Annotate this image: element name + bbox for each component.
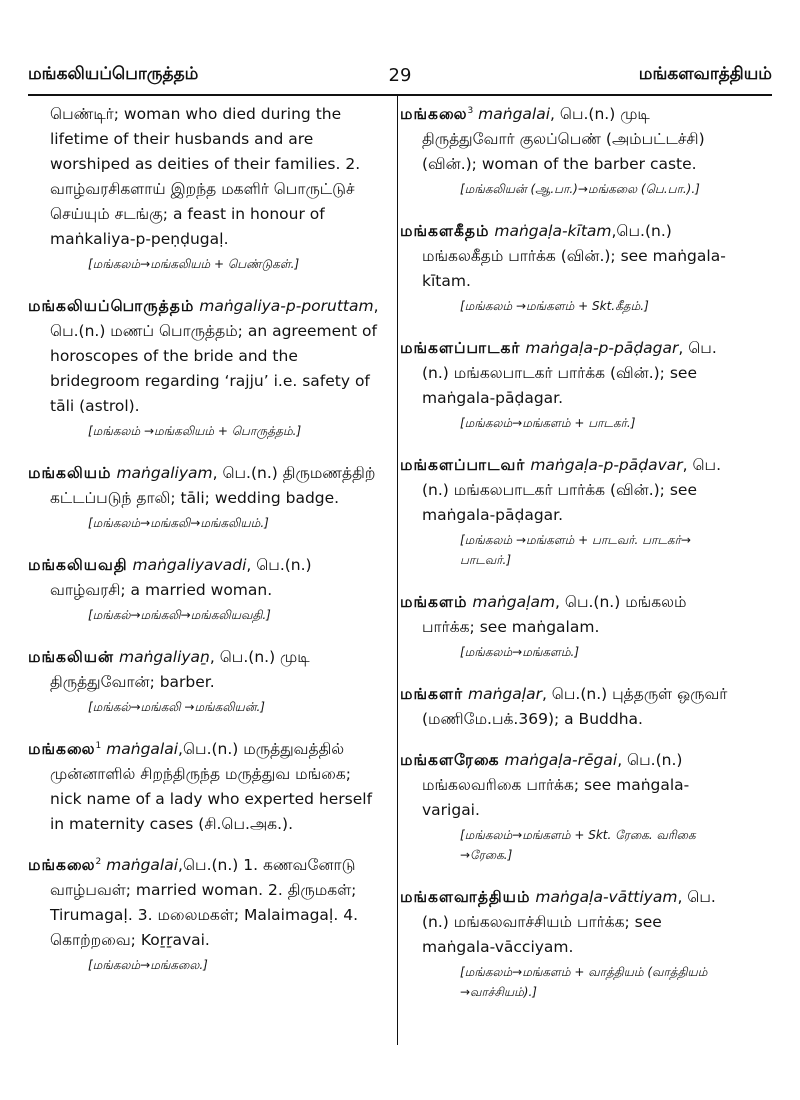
dictionary-entry	[28, 294, 383, 441]
entry-definition: , பெ.(n.) மணப் பொருத்தம்; an agreement of horoscopes of the bride and the bridegroom regarding ‘rajju’ i.e. safety of tāli (astrol).	[50, 297, 379, 415]
entry-etymology: [மங்கலம்→மங்கலை.]	[88, 958, 208, 972]
entry-definition: , பெ.(n.) முடி திருத்துவோன்; barber.	[50, 648, 310, 691]
entry-headword: மங்களவாத்தியம்	[400, 888, 531, 906]
entry-etymology: [மங்கலம் →மங்களம் + Skt.கீதம்.]	[460, 299, 649, 313]
running-header	[28, 58, 772, 92]
entry-definition: , பெ.(n.) வாழ்வரசி; a married woman.	[50, 556, 312, 599]
entry-definition: ,பெ.(n.) மருத்துவத்தில் முன்னாளில் சிறந்திருந்த மருத்துவ மங்கை; nick name of a lady who experted herself in maternity cases (சி.பெ.அக.).	[50, 740, 373, 833]
entry-text	[400, 102, 738, 177]
header-rule	[28, 94, 772, 96]
entry-transliteration: maṅgaliya-p-poruttam	[199, 297, 374, 315]
entry-transliteration: maṅgaliyam	[116, 464, 213, 482]
entry-definition: ,பெ.(n.) மங்கலகீதம் பார்க்க (வின்.); see maṅgala-kītam.	[422, 222, 726, 290]
dictionary-entry	[400, 885, 738, 1002]
entry-definition: , பெ.(n.) மங்கலம் பார்க்க; see maṅgalam.	[422, 593, 687, 636]
entry-transliteration: maṅgaḷa-p-pāḍavar	[530, 456, 683, 474]
entry-transliteration: maṅgaliyaṉ	[119, 648, 210, 666]
dictionary-entry	[400, 102, 738, 199]
entry-definition: , பெ.(n.) திருமணத்திற் கட்டப்படுந் தாலி; tāli; wedding badge.	[50, 464, 376, 507]
dictionary-entry	[400, 682, 738, 732]
dictionary-entry	[400, 219, 738, 316]
column-divider	[397, 96, 398, 1045]
entry-transliteration: maṅgalai	[106, 856, 179, 874]
entry-etymology: [மங்கல்→மங்கலி→மங்கலியவதி.]	[88, 608, 271, 622]
entry-transliteration: maṅgaḷar	[468, 685, 542, 703]
dictionary-entry	[28, 553, 383, 625]
homonym-number: 3	[467, 105, 474, 116]
right-column	[400, 102, 738, 1022]
entry-definition: , பெ.(n.) மங்கலவரிகை பார்க்க; see maṅgala-varigai.	[422, 751, 690, 819]
entry-transliteration: maṅgaḷa-p-pāḍagar	[525, 339, 679, 357]
entry-transliteration: maṅgalai	[106, 740, 179, 758]
entry-transliteration: maṅgaliyavadi	[132, 556, 247, 574]
entry-text	[28, 553, 383, 603]
entry-headword: மங்கலை	[28, 856, 96, 874]
entry-text	[28, 645, 383, 695]
entry-text	[400, 453, 738, 528]
entry-headword: மங்கலை	[28, 740, 96, 758]
entry-definition: , பெ.(n.) புத்தருள் ஒருவர் (மணிமே.பக்.369); a Buddha.	[422, 685, 728, 728]
right-entries	[400, 102, 738, 1002]
entry-text	[28, 294, 383, 419]
entry-etymology: [மங்கலம்→மங்களம் + Skt. ரேகை. வரிகை →ரேகை.]	[460, 828, 696, 862]
entry-etymology: [மங்கலம் →மங்கலியம் + பொருத்தம்.]	[88, 424, 302, 438]
dictionary-entry	[28, 645, 383, 717]
entry-text	[400, 885, 738, 960]
entry-headword: மங்களர்	[400, 685, 464, 703]
entry-headword: மங்களப்பாடகர்	[400, 339, 521, 357]
left-entries	[28, 294, 383, 975]
entry-etymology: [மங்கலம் →மங்களம் + பாடவர். பாடகர்→ பாடவர்.]	[460, 533, 691, 567]
entry-definition: , பெ.(n.) மங்கலபாடகர் பார்க்க (வின்.); see maṅgala-pāḍagar.	[422, 456, 722, 524]
entry-headword: மங்களம்	[400, 593, 468, 611]
entry-definition: , பெ.(n.) மங்கலவாச்சியம் பார்க்க; see maṅgala-vācciyam.	[422, 888, 716, 956]
entry-etymology: [மங்கலம்→மங்களம் + வாத்தியம் (வாத்தியம் →வாச்சியம்).]	[460, 965, 708, 999]
entry-etymology: [மங்கலம்→மங்களம்.]	[460, 645, 580, 659]
dictionary-entry	[28, 461, 383, 533]
entry-etymology: [மங்கலியன் (ஆ.பா.)→மங்கலை (பெ.பா.).]	[460, 182, 700, 196]
dictionary-entry	[400, 748, 738, 865]
entry-text	[400, 336, 738, 411]
entry-text	[400, 590, 738, 640]
entry-text	[28, 853, 383, 953]
entry-text	[28, 461, 383, 511]
entry-headword: மங்கலியன்	[28, 648, 115, 666]
dictionary-entry	[28, 853, 383, 975]
entry-definition: , பெ.(n.) முடி திருத்துவோர் குலப்பெண் (அம்பட்டச்சி) (வின்.); woman of the barber caste.	[422, 105, 705, 173]
entry-transliteration: maṅgaḷam	[472, 593, 556, 611]
continued-entry-text: பெண்டிர்; woman who died during the lifetime of their husbands and are worshiped as deities of their families. 2. வாழ்வரசிகளாய் இறந்த மகளிர் பொருட்டுச் செய்யும் சடங்கு; a feast in honour of maṅkaliya-p-peṇḍugaḷ.	[50, 105, 361, 248]
homonym-number: 1	[95, 740, 102, 751]
entry-transliteration: maṅgaḷa-vāttiyam	[535, 888, 678, 906]
entry-headword: மங்கலியப்பொருத்தம்	[28, 297, 195, 315]
entry-headword: மங்களகீதம்	[400, 222, 490, 240]
entry-text	[400, 219, 738, 294]
entry-etymology: [மங்கலம்→மங்கலி→மங்கலியம்.]	[88, 516, 269, 530]
entry-definition: ,பெ.(n.) 1. கணவனோடு வாழ்பவள்; married woman. 2. திருமகள்; Tirumagaḷ. 3. மலைமகள்; Malaimagaḷ. 4. கொற்றவை; Koṟṟavai.	[50, 856, 359, 949]
dictionary-entry	[400, 590, 738, 662]
dictionary-entry	[28, 737, 383, 837]
entry-headword: மங்களரேகை	[400, 751, 500, 769]
header-right-guideword: மங்களவாத்தியம்	[638, 64, 772, 84]
entry-headword: மங்கலியவதி	[28, 556, 128, 574]
entry-transliteration: maṅgaḷa-kītam	[494, 222, 612, 240]
entry-definition: , பெ.(n.) மங்கலபாடகர் பார்க்க (வின்.); see maṅgala-pāḍagar.	[422, 339, 717, 407]
entry-transliteration: maṅgalai	[478, 105, 551, 123]
entry-etymology: [மங்கல்→மங்கலி →மங்கலியன்.]	[88, 700, 265, 714]
continued-entry-etymology: [மங்கலம்→மங்கலியம் + பெண்டுகள்.]	[88, 257, 300, 271]
page-number: 29	[388, 64, 412, 86]
left-column	[28, 102, 383, 995]
entry-text	[400, 682, 738, 732]
header-left-guideword: மங்கலியப்பொருத்தம்	[28, 64, 199, 84]
entry-headword: மங்கலியம்	[28, 464, 112, 482]
entry-headword: மங்கலை	[400, 105, 468, 123]
entry-headword: மங்களப்பாடவர்	[400, 456, 526, 474]
entry-etymology: [மங்கலம்→மங்களம் + பாடகர்.]	[460, 416, 636, 430]
entry-transliteration: maṅgaḷa-rēgai	[504, 751, 618, 769]
dictionary-entry	[400, 453, 738, 570]
entry-text	[400, 748, 738, 823]
entry-text	[28, 737, 383, 837]
dictionary-entry	[400, 336, 738, 433]
homonym-number: 2	[95, 856, 102, 867]
